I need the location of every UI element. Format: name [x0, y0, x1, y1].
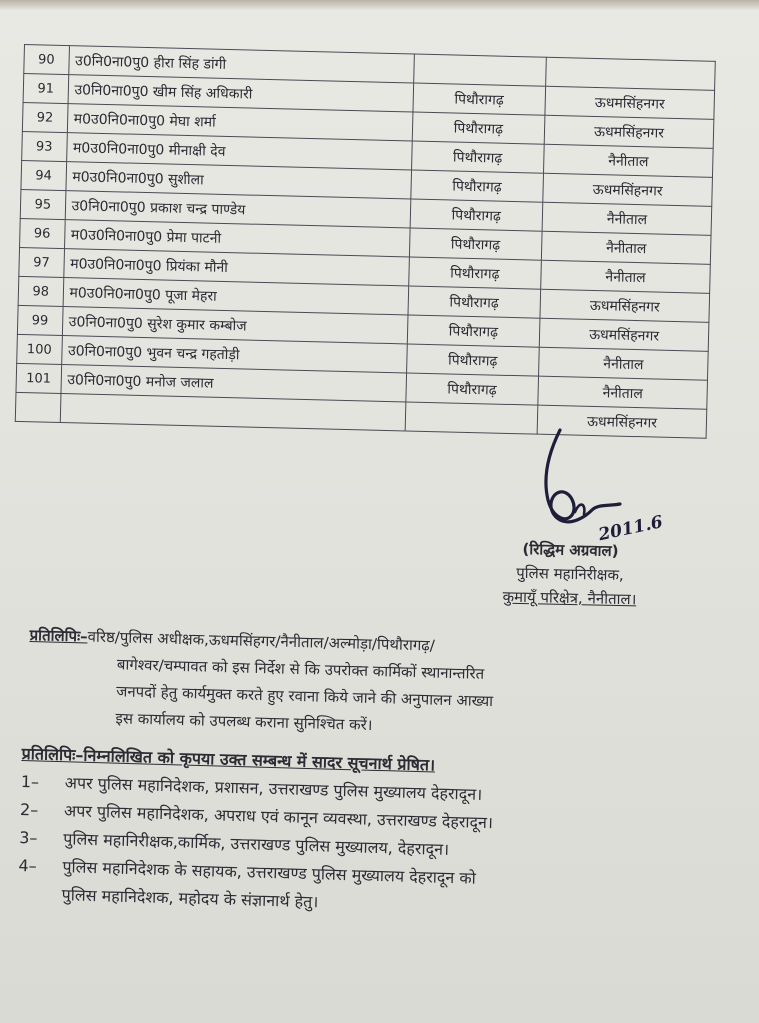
officer-name: उ0नि0ना0पु0 मनोज जलाल: [61, 365, 407, 402]
row-number: 90: [24, 45, 69, 75]
row-number: 97: [19, 247, 64, 277]
list-item-number: 4–: [18, 855, 37, 876]
officer-name: म0उ0नि0ना0पु0 मीनाक्षी देव: [66, 133, 412, 170]
row-number: 96: [20, 218, 65, 248]
row-number: 101: [16, 363, 61, 393]
transfer-table: [15, 44, 716, 439]
signatory-block: [439, 535, 700, 612]
officer-name: उ0नि0ना0पु0 भुवन चन्द्र गहतोड़ी: [61, 336, 407, 373]
to-district: नैनीताल: [542, 202, 712, 235]
from-district: पिथौरागढ़: [409, 228, 542, 260]
signature-stroke: [575, 505, 584, 514]
to-district: ऊधमसिंहनगर: [539, 318, 709, 351]
copy-to-section-1: [27, 622, 735, 748]
from-district: पिथौरागढ़: [411, 141, 544, 173]
to-district: नैनीताल: [541, 260, 711, 293]
officer-name: म0उ0नि0ना0पु0 सुशीला: [65, 162, 411, 199]
row-number: 92: [22, 102, 67, 132]
copy1-line-1: वरिष्ठ/पुलिस अधीक्षक,ऊधमसिंहगर/नैनीताल/अल्मोड़ा/पिथौरागढ़/: [87, 627, 436, 655]
from-district: पिथौरागढ़: [410, 170, 543, 202]
transfer-table-wrapper: [15, 44, 716, 439]
row-number: 94: [21, 160, 66, 190]
to-district: ऊधमसिंहनगर: [543, 173, 713, 206]
signatory-name: (रिद्धिम अग्रवाल): [522, 540, 619, 561]
copy2-heading: प्रतिलिपिः–निम्नलिखित को कृपया उक्त सम्बन्ध में सादर सूचनार्थ प्रेषित।: [21, 743, 436, 775]
from-district: पिथौरागढ़: [410, 199, 543, 231]
to-district: नैनीताल: [538, 376, 708, 409]
from-district: पिथौरागढ़: [406, 344, 539, 376]
copy1-line-4: इस कार्यालय को उपलब्ध कराना सुनिश्चित करें।: [115, 709, 373, 734]
from-district: [413, 54, 546, 86]
to-district: नैनीताल: [539, 347, 709, 380]
copy1-label: प्रतिलिपिः–: [29, 625, 88, 646]
copy1-line-3: जनपदों हेतु कार्यमुक्त करते हुए रवाना किये जाने की अनुपालन आख्या: [115, 682, 494, 711]
to-district: ऊधमसिंहनगर: [540, 289, 710, 322]
list-item-number: 3–: [19, 827, 38, 848]
list-item-text-continued: पुलिस महानिदेशक, महोदय के संज्ञानार्थ हेतु।: [61, 885, 319, 912]
handwritten-signature: [520, 420, 665, 550]
list-item-number: 1–: [20, 771, 40, 792]
row-number: 93: [22, 131, 67, 161]
officer-name: उ0नि0ना0पु0 खीम सिंह अधिकारी: [68, 75, 414, 112]
list-item-text: पुलिस महानिदेशक के सहायक, उत्तराखण्ड पुलिस मुख्यालय देहरादून को: [62, 857, 477, 888]
from-district: पिथौरागढ़: [408, 286, 541, 318]
to-district: नैनीताल: [544, 144, 714, 177]
officer-name: म0उ0नि0ना0पु0 पूजा मेहरा: [63, 278, 409, 315]
to-district: [546, 57, 716, 90]
row-number: 98: [18, 276, 63, 306]
list-item-number: 2–: [19, 799, 39, 820]
list-item-text: अपर पुलिस महानिदेशक, प्रशासन, उत्तराखण्ड पुलिस मुख्यालय देहरादून।: [64, 773, 483, 804]
officer-name: म0उ0नि0ना0पु0 प्रियंका मौनी: [63, 249, 409, 286]
copy-to-section-2: [17, 740, 731, 928]
officer-name: उ0नि0ना0पु0 प्रकाश चन्द्र पाण्डेय: [65, 191, 411, 228]
from-district: पिथौरागढ़: [412, 112, 545, 144]
row-number: 100: [17, 334, 62, 364]
signature-stroke: [546, 430, 620, 522]
row-number: 99: [17, 305, 62, 335]
list-item-text: पुलिस महानिरीक्षक,कार्मिक, उत्तराखण्ड पुलिस मुख्यालय, देहरादून।: [62, 829, 450, 859]
row-number: [15, 392, 60, 422]
row-number: 95: [20, 189, 65, 219]
from-district: पिथौरागढ़: [412, 83, 545, 115]
to-district: ऊधमसिंहनगर: [537, 405, 707, 438]
officer-name: म0उ0नि0ना0पु0 प्रेमा पाटनी: [64, 220, 410, 257]
officer-name: म0उ0नि0ना0पु0 मेघा शर्मा: [67, 104, 413, 141]
from-district: पिथौरागढ़: [405, 373, 538, 405]
officer-name: उ0नि0ना0पु0 सुरेश कुमार कम्बोज: [62, 307, 408, 344]
signatory-designation: पुलिस महानिरीक्षक,: [516, 563, 624, 585]
row-number: 91: [23, 74, 68, 104]
to-district: नैनीताल: [541, 231, 711, 264]
from-district: [405, 402, 538, 434]
from-district: पिथौरागढ़: [408, 257, 541, 289]
officer-name: उ0नि0ना0पु0 हीरा सिंह डांगी: [68, 46, 414, 83]
from-district: पिथौरागढ़: [407, 315, 540, 347]
signatory-office: कुमायूँ परिक्षेत्र, नैनीताल।: [502, 587, 637, 609]
signature-date: 2011.6: [596, 512, 665, 546]
page-top-edge: [0, 0, 759, 10]
to-district: ऊधमसिंहनगर: [544, 115, 714, 148]
to-district: ऊधमसिंहनगर: [545, 86, 715, 119]
list-item-text: अपर पुलिस महानिदेशक, अपराध एवं कानून व्यवस्था, उत्तराखण्ड देहरादून।: [63, 801, 494, 833]
copy1-line-2: बागेश्वर/चम्पावत को इस निर्देश से कि उपरोक्त कार्मिकों स्थानान्तरित: [116, 655, 485, 683]
